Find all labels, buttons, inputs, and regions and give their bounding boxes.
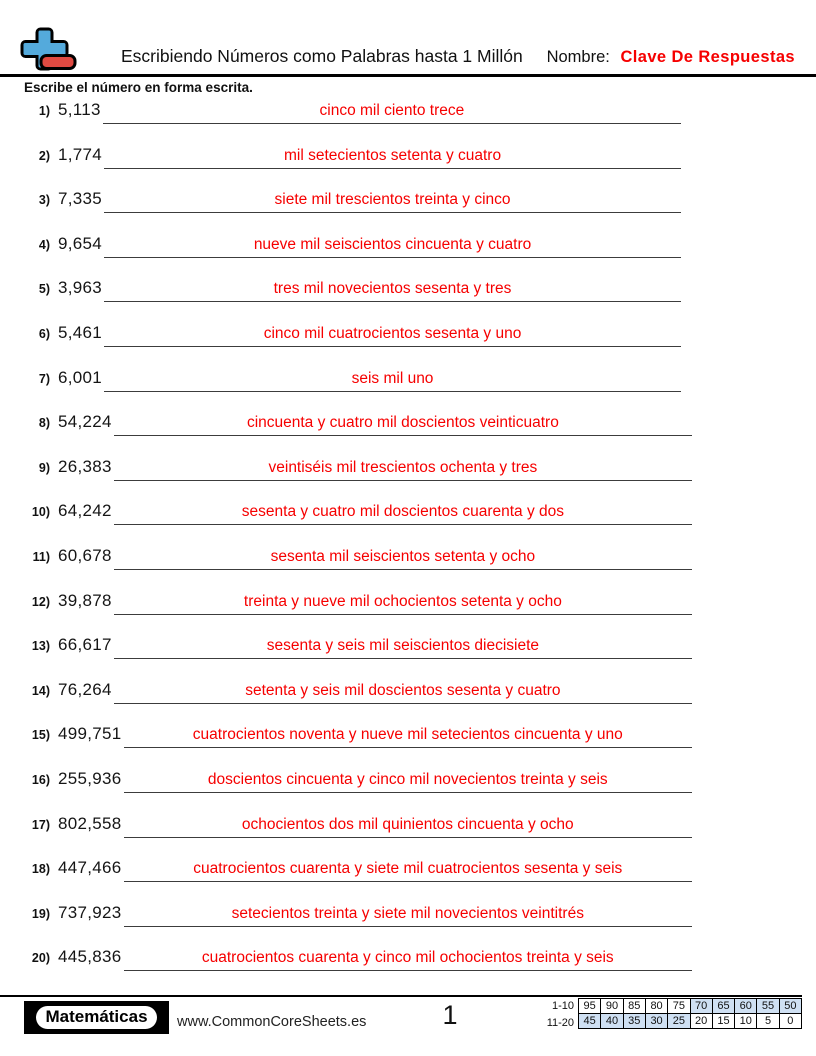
problem-number: 15): [31, 728, 50, 743]
problem-value: 737,923: [58, 902, 122, 922]
problem-row: [20, 100, 816, 145]
answer-blank: veintiséis mil trescientos ochenta y tres: [114, 459, 692, 481]
problem-row: [20, 234, 816, 279]
score-cell: 50: [779, 999, 801, 1014]
problem-row: [20, 323, 816, 368]
problem-row: [20, 278, 816, 323]
answer-blank: mil setecientos setenta y cuatro: [104, 147, 681, 169]
problem-row: [20, 680, 816, 725]
score-cell: 55: [757, 999, 779, 1014]
score-row: [579, 999, 802, 1014]
problem-value: 1,774: [58, 144, 103, 164]
header: [0, 0, 816, 77]
answer-blank: setenta y seis mil doscientos sesenta y cuatro: [114, 682, 692, 704]
score-cell: 20: [690, 1014, 712, 1029]
problem-row: [20, 412, 816, 457]
problem-row: [20, 457, 816, 502]
problem-number: 16): [31, 772, 50, 787]
problem-number: 18): [31, 862, 50, 877]
score-cell: 80: [645, 999, 667, 1014]
score-cell: 0: [779, 1014, 801, 1029]
problem-value: 802,558: [58, 813, 122, 833]
brand-badge: [24, 1001, 169, 1034]
score-label-first: 1-10: [552, 1000, 575, 1012]
problem-value: 445,836: [58, 947, 122, 967]
problem-row: [20, 368, 816, 413]
score-cell: 75: [668, 999, 690, 1014]
problem-number: 20): [31, 951, 50, 966]
answer-blank: cuatrocientos noventa y nueve mil setecientos cincuenta y uno: [124, 726, 692, 748]
answer-blank: treinta y nueve mil ochocientos setenta y ocho: [114, 593, 692, 615]
problem-row: [20, 145, 816, 190]
answer-blank: nueve mil seiscientos cincuenta y cuatro: [104, 236, 681, 258]
problem-number: 4): [38, 237, 50, 252]
score-cell: 85: [623, 999, 645, 1014]
problem-number: 11): [32, 549, 50, 564]
answer-blank: doscientos cincuenta y cinco mil novecientos treinta y seis: [124, 771, 692, 793]
answer-blank: cuatrocientos cuarenta y siete mil cuatrocientos sesenta y seis: [124, 860, 692, 882]
score-cell: 40: [601, 1014, 623, 1029]
problem-value: 9,654: [58, 233, 103, 253]
math-plus-minus-logo-icon: [20, 27, 78, 72]
problem-number: 1): [38, 104, 50, 118]
score-cell: 15: [712, 1014, 734, 1029]
problem-row: [20, 635, 816, 680]
problem-number: 3): [38, 193, 50, 208]
answer-blank: seis mil uno: [104, 370, 681, 392]
problem-number: 5): [38, 282, 50, 297]
problem-value: 447,466: [58, 858, 122, 878]
problem-row: [20, 769, 816, 814]
problem-number: 7): [38, 371, 50, 386]
problem-number: 13): [31, 639, 50, 654]
problem-row: [20, 947, 816, 992]
problem-value: 64,242: [58, 501, 112, 521]
score-cell: 35: [623, 1014, 645, 1029]
problem-number: 19): [31, 906, 50, 921]
problem-number: 6): [38, 326, 50, 341]
footer: [0, 995, 802, 1040]
problem-row: [20, 591, 816, 636]
problem-row: [20, 903, 816, 948]
score-cell: 25: [668, 1014, 690, 1029]
problem-value: 54,224: [58, 412, 112, 432]
score-table-area: [547, 998, 802, 1032]
problem-row: [20, 858, 816, 903]
brand-label: Matemáticas: [36, 1006, 156, 1030]
problem-number: 14): [31, 683, 50, 698]
page-number: 1: [442, 1000, 458, 1030]
answer-blank: cinco mil ciento trece: [103, 102, 681, 124]
problem-row: [20, 546, 816, 591]
website-url: www.CommonCoreSheets.es: [177, 1014, 367, 1030]
score-cell: 45: [579, 1014, 601, 1029]
score-table: [578, 998, 802, 1029]
answer-blank: setecientos treinta y siete mil novecientos veintitrés: [124, 905, 692, 927]
instruction-text: Escribe el número en forma escrita.: [24, 80, 253, 95]
answer-blank: ochocientos dos mil quinientos cincuenta y ocho: [124, 816, 692, 838]
problem-number: 8): [38, 416, 50, 431]
problem-row: [20, 724, 816, 769]
answer-blank: cuatrocientos cuarenta y cinco mil ochocientos treinta y seis: [124, 949, 692, 971]
answer-blank: siete mil trescientos treinta y cinco: [104, 191, 681, 213]
problem-number: 9): [38, 460, 50, 475]
answer-blank: sesenta mil seiscientos setenta y ocho: [114, 548, 692, 570]
answer-blank: sesenta y seis mil seiscientos diecisiete: [114, 637, 692, 659]
problem-value: 255,936: [58, 768, 122, 788]
score-cell: 30: [645, 1014, 667, 1029]
problem-list: [0, 95, 816, 992]
score-row-labels: [547, 998, 574, 1032]
problem-value: 6,001: [58, 367, 103, 387]
score-cell: 70: [690, 999, 712, 1014]
score-cell: 95: [579, 999, 601, 1014]
score-cell: 10: [735, 1014, 757, 1029]
page-title: Escribiendo Números como Palabras hasta 1 Millón: [121, 46, 523, 66]
problem-value: 76,264: [58, 679, 112, 699]
score-cell: 60: [735, 999, 757, 1014]
problem-value: 66,617: [58, 635, 112, 655]
answer-blank: cincuenta y cuatro mil doscientos veinticuatro: [114, 414, 692, 436]
problem-row: [20, 814, 816, 859]
problem-row: [20, 501, 816, 546]
problem-value: 7,335: [58, 189, 103, 209]
score-row: [579, 1014, 802, 1029]
score-cell: 65: [712, 999, 734, 1014]
problem-value: 5,461: [58, 322, 103, 342]
problem-value: 39,878: [58, 590, 112, 610]
name-label: Nombre:: [546, 48, 610, 66]
problem-value: 5,113: [58, 100, 101, 119]
score-label-second: 11-20: [546, 1016, 575, 1029]
problem-number: 17): [31, 817, 50, 832]
problem-value: 60,678: [58, 545, 112, 565]
answer-key-label: Clave De Respuestas: [620, 48, 795, 66]
answer-blank: tres mil novecientos sesenta y tres: [104, 280, 681, 302]
problem-number: 12): [31, 594, 50, 609]
answer-blank: cinco mil cuatrocientos sesenta y uno: [104, 325, 681, 347]
name-field-group: [547, 48, 795, 67]
score-cell: 5: [757, 1014, 779, 1029]
problem-value: 26,383: [58, 456, 112, 476]
problem-value: 3,963: [58, 278, 103, 298]
problem-number: 10): [31, 505, 50, 520]
answer-blank: sesenta y cuatro mil doscientos cuarenta y dos: [114, 503, 692, 525]
score-cell: 90: [601, 999, 623, 1014]
problem-number: 2): [38, 148, 50, 163]
problem-value: 499,751: [58, 724, 122, 744]
problem-row: [20, 189, 816, 234]
